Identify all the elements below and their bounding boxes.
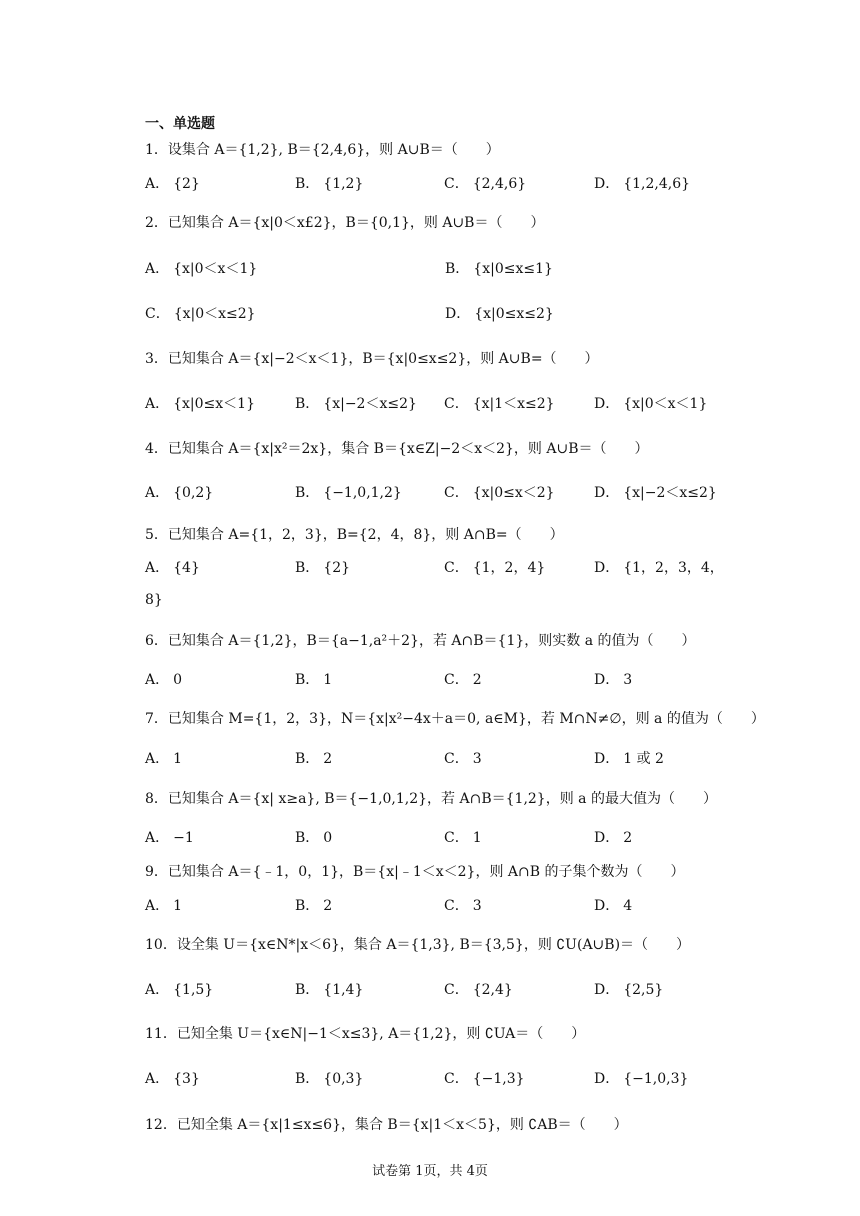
option-c[interactable]: [444, 670, 482, 690]
option-text: 2: [623, 830, 633, 846]
option-text: {−1,3}: [472, 1071, 525, 1087]
question-7: [145, 709, 765, 729]
option-text: {2,4,6}: [472, 176, 527, 192]
option-d[interactable]: [594, 670, 632, 690]
page-footer: 试卷第 1页，共 4页: [372, 1164, 488, 1179]
option-letter: D．: [594, 176, 620, 192]
option-letter: A．: [145, 830, 170, 846]
option-text: 0: [323, 830, 333, 846]
question-text: 已知集合 A＝{1,2}，B＝{a−1,a²＋2}，若 A∩B＝{1}，则实数 a 的值为（ ）: [167, 633, 696, 649]
option-text: 3: [472, 898, 482, 914]
option-c[interactable]: [444, 558, 545, 578]
question-8: [145, 789, 717, 809]
option-c[interactable]: [444, 828, 482, 848]
option-letter: C．: [444, 898, 469, 914]
option-a[interactable]: [145, 670, 182, 690]
question-text: 已知全集 U＝{x∈N|−1＜x≤3}, A＝{1,2}，则 ∁UA＝（ ）: [176, 1026, 586, 1042]
option-text: 1: [472, 830, 482, 846]
question-number: 1．: [145, 142, 168, 158]
option-text: {x|0≤x＜1}: [173, 396, 255, 412]
option-text: {1,4}: [323, 982, 364, 998]
question-1: [145, 140, 500, 160]
option-d[interactable]: [445, 304, 554, 324]
option-letter: D．: [594, 898, 620, 914]
question-number: 6．: [145, 633, 168, 649]
option-b[interactable]: [295, 896, 332, 916]
option-letter: B．: [295, 982, 320, 998]
question-number: 3．: [145, 351, 168, 367]
option-a[interactable]: [145, 394, 255, 414]
option-text: {2,5}: [623, 982, 664, 998]
option-text: 0: [173, 672, 183, 688]
option-letter: A．: [145, 898, 170, 914]
option-text: 2: [323, 898, 333, 914]
question-2: [145, 213, 544, 233]
option-text: {2,4}: [472, 982, 513, 998]
option-letter: B．: [295, 898, 320, 914]
option-text: {x|0≤x≤1}: [473, 261, 553, 277]
option-b[interactable]: [295, 1069, 363, 1089]
option-text: 2: [323, 751, 333, 767]
option-letter: D．: [594, 396, 620, 412]
option-d[interactable]: [594, 749, 664, 769]
option-a[interactable]: [145, 174, 200, 194]
option-letter: C．: [444, 1071, 469, 1087]
option-letter: C．: [444, 751, 469, 767]
option-text: {x|0＜x＜1}: [173, 261, 258, 277]
question-text: 已知全集 A＝{x|1≤x≤6}，集合 B＝{x|1＜x＜5}，则 ∁AB＝（ ）: [176, 1117, 628, 1133]
option-text: {0,3}: [323, 1071, 364, 1087]
option-d[interactable]: [594, 174, 690, 194]
option-b[interactable]: [295, 828, 332, 848]
option-letter: C．: [444, 176, 469, 192]
option-text: 4: [623, 898, 633, 914]
option-letter: C．: [444, 485, 469, 501]
option-a[interactable]: [145, 259, 257, 279]
question-number: 4．: [145, 441, 168, 457]
option-letter: B．: [295, 560, 320, 576]
option-letter: A．: [145, 560, 170, 576]
option-letter: D．: [445, 306, 471, 322]
option-b[interactable]: [445, 259, 553, 279]
option-c[interactable]: [444, 174, 526, 194]
option-a[interactable]: [145, 828, 194, 848]
question-text: 已知集合 A＝{x| x≥a}, B＝{−1,0,1,2}，若 A∩B＝{1,2}，则 a 的最大值为（ ）: [167, 791, 717, 807]
question-6: [145, 631, 696, 651]
option-c[interactable]: [145, 304, 256, 324]
option-letter: C．: [444, 396, 469, 412]
option-letter: C．: [444, 560, 469, 576]
option-text: {4}: [173, 560, 200, 576]
question-11: [145, 1024, 585, 1044]
question-number: 8．: [145, 791, 168, 807]
option-letter: D．: [594, 485, 620, 501]
option-text: {x|1＜x≤2}: [472, 396, 555, 412]
question-text: 已知集合 A＝{x|−2＜x＜1}，B＝{x|0≤x≤2}，则 A∪B=（ ）: [167, 351, 599, 367]
option-b[interactable]: [295, 483, 402, 503]
option-text: 1: [323, 672, 333, 688]
option-text: 3: [472, 751, 482, 767]
option-text: {1，2，4}: [472, 560, 546, 576]
option-letter: C．: [145, 306, 170, 322]
option-d[interactable]: [594, 828, 632, 848]
option-text: {1,2,4,6}: [623, 176, 691, 192]
option-a[interactable]: [145, 483, 213, 503]
option-letter: B．: [295, 751, 320, 767]
question-9: [145, 862, 684, 882]
option-letter: A．: [145, 672, 170, 688]
option-b[interactable]: [295, 174, 363, 194]
question-5: [145, 525, 564, 545]
question-text: 已知集合 A＝{﹣1，0，1}，B＝{x|﹣1＜x＜2}，则 A∩B 的子集个数为（ ）: [167, 864, 685, 880]
question-3: [145, 349, 599, 369]
option-a[interactable]: [145, 980, 213, 1000]
option-letter: A．: [145, 751, 170, 767]
option-letter: B．: [295, 672, 320, 688]
option-letter: B．: [295, 1071, 320, 1087]
option-text: 3: [623, 672, 633, 688]
question-number: 12．: [145, 1117, 177, 1133]
option-letter: B．: [295, 176, 320, 192]
option-c[interactable]: [444, 980, 513, 1000]
option-letter: D．: [594, 672, 620, 688]
option-a[interactable]: [145, 896, 182, 916]
option-text: 2: [472, 672, 482, 688]
question-number: 2．: [145, 215, 168, 231]
option-text: 1: [173, 898, 183, 914]
question-10: [145, 935, 690, 955]
option-b[interactable]: [295, 394, 417, 414]
option-c[interactable]: [444, 1069, 525, 1089]
option-text: {x|−2＜x≤2}: [323, 396, 417, 412]
option-text: {0,2}: [173, 485, 214, 501]
option-letter: B．: [445, 261, 470, 277]
option-d[interactable]: [594, 980, 663, 1000]
option-d[interactable]: [594, 483, 717, 503]
question-number: 11．: [145, 1026, 177, 1042]
option-continuation: 8}: [145, 592, 163, 608]
question-4: [145, 439, 649, 459]
option-letter: A．: [145, 485, 170, 501]
option-letter: B．: [295, 485, 320, 501]
question-number: 9．: [145, 864, 168, 880]
option-text: {−1,0,1,2}: [323, 485, 402, 501]
option-d[interactable]: [594, 896, 632, 916]
option-letter: D．: [594, 982, 620, 998]
option-text: {1,2}: [323, 176, 364, 192]
option-text: 1: [173, 751, 183, 767]
option-text: {x|0＜x≤2}: [173, 306, 256, 322]
option-c[interactable]: [444, 749, 482, 769]
option-text: {2}: [323, 560, 351, 576]
option-d[interactable]: [594, 394, 707, 414]
option-d[interactable]: [594, 558, 724, 578]
option-letter: C．: [444, 672, 469, 688]
option-text: {−1,0,3}: [623, 1071, 689, 1087]
option-text: {2}: [173, 176, 200, 192]
option-b[interactable]: [295, 980, 363, 1000]
option-d[interactable]: [594, 1069, 688, 1089]
option-a[interactable]: [145, 558, 200, 578]
question-text: 已知集合 A＝{x|0＜x£2}，B＝{0,1}，则 A∪B＝（ ）: [167, 215, 545, 231]
option-a[interactable]: [145, 1069, 200, 1089]
option-letter: D．: [594, 1071, 620, 1087]
question-number: 5．: [145, 527, 168, 543]
option-letter: A．: [145, 1071, 170, 1087]
option-letter: A．: [145, 176, 170, 192]
option-b[interactable]: [295, 670, 332, 690]
option-b[interactable]: [295, 749, 332, 769]
option-letter: A．: [145, 982, 170, 998]
question-text: 已知集合 M={1，2，3}，N＝{x|x²−4x＋a＝0, a∈M}，若 M∩N≠∅，则 a 的值为（ ）: [167, 711, 765, 727]
option-text: {3}: [173, 1071, 200, 1087]
question-text: 已知集合 A＝{x|x²＝2x}，集合 B＝{x∈Z|−2＜x＜2}，则 A∪B＝（ ）: [167, 441, 649, 457]
option-letter: C．: [444, 982, 469, 998]
option-text: 1 或 2: [623, 751, 664, 767]
option-c[interactable]: [444, 896, 482, 916]
option-letter: D．: [594, 751, 620, 767]
section-title: 一、单选题: [145, 116, 215, 132]
option-letter: B．: [295, 830, 320, 846]
option-text: {1,5}: [173, 982, 214, 998]
option-c[interactable]: [444, 483, 555, 503]
option-letter: C．: [444, 830, 469, 846]
question-number: 7．: [145, 711, 168, 727]
question-12: [145, 1115, 628, 1135]
option-text: {x|−2＜x≤2}: [623, 485, 717, 501]
option-text: {1，2，3，4，: [623, 560, 724, 576]
option-letter: B．: [295, 396, 320, 412]
question-text: 已知集合 A={1，2，3}，B={2，4，8}，则 A∩B=（ ）: [167, 527, 564, 543]
option-text: −1: [173, 830, 194, 846]
option-text: {x|0≤x≤2}: [474, 306, 554, 322]
option-letter: A．: [145, 396, 170, 412]
option-text: {x|0＜x＜1}: [623, 396, 708, 412]
option-letter: D．: [594, 830, 620, 846]
option-text: {x|0≤x＜2}: [472, 485, 555, 501]
option-b[interactable]: [295, 558, 350, 578]
option-letter: D．: [594, 560, 620, 576]
question-text: 设集合 A＝{1,2}, B＝{2,4,6}，则 A∪B＝（ ）: [167, 142, 500, 158]
question-text: 设全集 U＝{x∈N*|x＜6}，集合 A＝{1,3}, B＝{3,5}，则 ∁U(A∪B)＝（ ）: [176, 937, 691, 953]
option-a[interactable]: [145, 749, 182, 769]
option-c[interactable]: [444, 394, 555, 414]
question-number: 10．: [145, 937, 177, 953]
option-letter: A．: [145, 261, 170, 277]
